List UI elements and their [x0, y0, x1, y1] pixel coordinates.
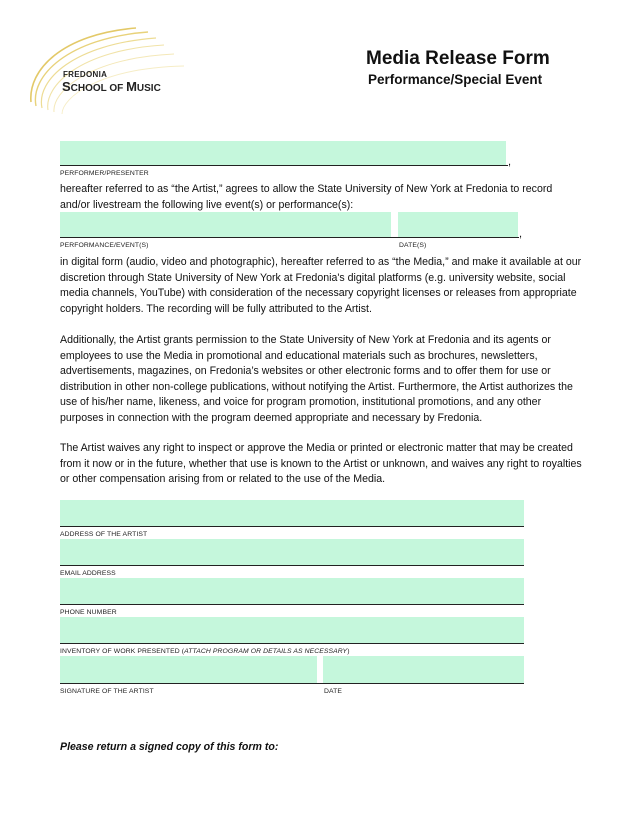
date-label: DATE(S)	[399, 242, 427, 249]
signature-underline	[60, 683, 524, 684]
paragraph-waiver: The Artist waives any right to inspect or approve the Media or printed or electronic matter that may be created from it now or in the future, whether that use is known to the Artist or unknown, and waives any right to royalties or other compensation arising from or related to the use of the Media.	[60, 442, 582, 486]
paragraph-promotional-permission: Additionally, the Artist grants permission to the State University of New York at Fredonia and its agents or employees to use the Media in promotional and educational materials such as brochures, newsletters, advertisements, magazines, on Fredonia’s websites or other electronic forms and to offer them for use or distribution in other non-college publications, without notifying the Artist. Furthermore, the Artist authorizes the use of his/her name, likeness, and voice for program promotion, institutional promotions, and any other purposes in connection with the program deemed appropriate and necessary by Fredonia.	[60, 334, 573, 424]
school-logo	[28, 26, 198, 116]
address-field[interactable]	[60, 500, 524, 526]
signature-field[interactable]	[60, 656, 317, 683]
signature-label: SIGNATURE OF THE ARTIST	[60, 688, 154, 695]
paragraph-artist-agreement: hereafter referred to as “the Artist,” agrees to allow the State University of New York at Fredonia to record and/or livestream the following live event(s) or performance(s):	[60, 183, 553, 211]
performer-label: PERFORMER/PRESENTER	[60, 170, 149, 177]
address-underline	[60, 526, 524, 527]
phone-field[interactable]	[60, 578, 524, 604]
performer-underline	[60, 165, 508, 166]
date-field[interactable]	[398, 212, 518, 237]
signature-date-label: DATE	[324, 688, 343, 695]
paragraph-media-usage: in digital form (audio, video and photographic), hereafter referred to as “the Media,” and make it available at our discretion through State University of New York at Fredonia's digital platforms (e.g. university website, social media channels, YouTube) with consideration of the necessary copyright licenses or releases from appropriate copyright holders. The recording will be fully attributed to the Artist.	[60, 256, 582, 315]
performance-field[interactable]	[60, 212, 391, 237]
phone-underline	[60, 604, 524, 605]
signature-date-field[interactable]	[323, 656, 524, 683]
inventory-field[interactable]	[60, 617, 524, 643]
email-label: EMAIL ADDRESS	[60, 570, 116, 577]
address-label: ADDRESS OF THE ARTIST	[60, 531, 148, 538]
page-title: Media Release Form	[366, 48, 550, 69]
page-subtitle: Performance/Special Event	[368, 72, 543, 87]
logo-fredonia-text: FREDONIA	[63, 70, 108, 79]
performer-comma: ,	[508, 156, 512, 168]
return-instructions: Please return a signed copy of this form to:	[60, 741, 279, 753]
date-comma: ,	[519, 228, 523, 240]
email-field[interactable]	[60, 539, 524, 565]
logo-school-of-music-text: SCHOOL OF MUSIC	[62, 79, 161, 94]
performance-underline	[60, 237, 519, 238]
performer-field[interactable]	[60, 141, 506, 165]
logo-swoosh-icon	[28, 26, 198, 116]
inventory-label: INVENTORY OF WORK PRESENTED (ATTACH PROGRAM OR DETAILS AS NECESSARY)	[60, 648, 350, 655]
email-underline	[60, 565, 524, 566]
phone-label: PHONE NUMBER	[60, 609, 117, 616]
inventory-underline	[60, 643, 524, 644]
performance-label: PERFORMANCE/EVENT(S)	[60, 242, 149, 249]
